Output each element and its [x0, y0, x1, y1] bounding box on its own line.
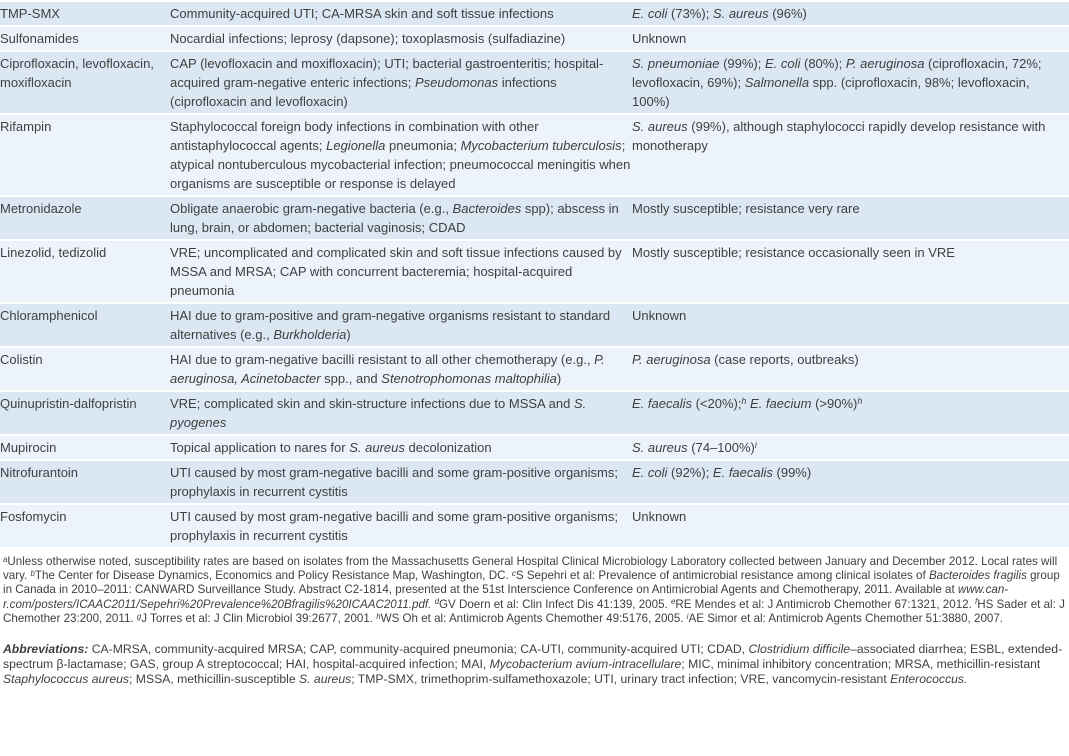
indications-cell: UTI caused by most gram-negative bacilli and some gram-positive organisms; prophylaxis in recurrent cystitis: [170, 460, 632, 504]
drug-cell: Rifampin: [0, 114, 170, 196]
susceptibility-cell: E. coli (73%); S. aureus (96%): [632, 2, 1069, 26]
styled-text: S. aureus: [632, 119, 688, 134]
table-row: [0, 26, 1069, 51]
table-row: [0, 2, 1069, 26]
footnote-marker: f: [975, 597, 978, 607]
drug-cell: Linezolid, tedizolid: [0, 240, 170, 303]
table-row: [0, 303, 1069, 347]
styled-text: Bacteroides: [452, 201, 522, 216]
table-row: [0, 114, 1069, 196]
susceptibility-cell: S. aureus (99%), although staphylococci rapidly develop resistance with monotherapy: [632, 114, 1069, 196]
footnote-marker: d: [434, 597, 439, 607]
abbreviations: Abbreviations: CA-MRSA, community-acquired MRSA; CAP, community-acquired pneumonia; CA-UTI, community-acquired UTI; CDAD, Clostridium difficile–associated diarrhea; ESBL, extended-spectrum β-lactamase; GAS, group A streptococcal; HAI, hospital-acquired infection; MAI, Mycobacterium avium-intracellulare; MIC, minimal inhibitory concentration; MRSA, methicillin-resistant Staphylococcus aureus; MSSA, methicillin-susceptible S. aureus; TMP-SMX, trimethoprim-sulfamethoxazole; UTI, urinary tract infection; VRE, vancomycin-resistant Enterococcus.: [3, 642, 1063, 687]
indications-cell: VRE; complicated skin and skin-structure infections due to MSSA and S. pyogenes: [170, 391, 632, 435]
footnote-marker: h: [376, 611, 381, 621]
susceptibility-cell: P. aeruginosa (case reports, outbreaks): [632, 347, 1069, 391]
drug-cell: Sulfonamides: [0, 26, 170, 51]
styled-text: Abbreviations:: [3, 642, 89, 657]
styled-text: P. aeruginosa: [845, 56, 925, 71]
table-row: [0, 460, 1069, 504]
styled-text: E. coli: [632, 6, 668, 21]
styled-text: S. aureus: [299, 672, 352, 687]
styled-text: E. coli: [764, 56, 801, 71]
styled-text: S. pneumoniae: [632, 56, 720, 71]
susceptibility-cell: Unknown: [632, 504, 1069, 548]
styled-text: P. aeruginosa, Acinetobacter: [170, 352, 605, 386]
table-body: [0, 2, 1069, 548]
table-row: [0, 240, 1069, 303]
styled-text: Mycobacterium tuberculosis: [460, 138, 622, 153]
drug-cell: Fosfomycin: [0, 504, 170, 548]
styled-text: Pseudomonas: [414, 75, 499, 90]
indications-cell: Nocardial infections; leprosy (dapsone); toxoplasmosis (sulfadiazine): [170, 26, 632, 51]
footnote-marker: i: [754, 440, 757, 451]
footnote-marker: h: [741, 396, 747, 407]
table-row: [0, 504, 1069, 548]
footnote-marker: c: [511, 568, 516, 578]
indications-cell: HAI due to gram-negative bacilli resistant to all other chemotherapy (e.g., P. aeruginosa, Acinetobacter spp., and Stenotrophomonas maltophilia): [170, 347, 632, 391]
indications-cell: Community-acquired UTI; CA-MRSA skin and soft tissue infections: [170, 2, 632, 26]
footnote-marker: i: [686, 611, 689, 621]
indications-cell: Obligate anaerobic gram-negative bacteria (e.g., Bacteroides spp); abscess in lung, brain, or abdomen; bacterial vaginosis; CDAD: [170, 196, 632, 240]
styled-text: S. aureus: [632, 440, 688, 455]
styled-text: Stenotrophomonas maltophilia: [381, 371, 557, 386]
table-row: [0, 391, 1069, 435]
susceptibility-cell: Unknown: [632, 26, 1069, 51]
indications-cell: VRE; uncomplicated and complicated skin and soft tissue infections caused by MSSA and MRSA; CAP with concurrent bacteremia; hospital-acquired pneumonia: [170, 240, 632, 303]
styled-text: Staphylococcus aureus: [3, 672, 130, 687]
styled-text: S. aureus: [349, 440, 405, 455]
styled-text: E. coli: [632, 465, 668, 480]
footnote-marker: b: [30, 568, 35, 578]
styled-text: P. aeruginosa: [632, 352, 711, 367]
footnote-marker: g: [136, 611, 142, 621]
antimicrobial-susceptibility-table: [0, 2, 1069, 549]
susceptibility-cell: E. faecalis (<20%);$^h$ E. faecium (>90%)$^h$: [632, 391, 1069, 435]
styled-text: Clostridium difficile: [748, 642, 851, 657]
drug-cell: Quinupristin-dalfopristin: [0, 391, 170, 435]
styled-text: S. pyogenes: [170, 396, 587, 430]
susceptibility-cell: S. aureus $(74-100\%)^i$: [632, 435, 1069, 460]
susceptibility-cell: S. pneumoniae (99%); E. coli (80%); P. aeruginosa (ciprofloxacin, 72%; levofloxacin, 69%); Salmonella spp. (ciprofloxacin, 98%; levofloxacin, 100%): [632, 51, 1069, 114]
styled-text: Salmonella: [744, 75, 810, 90]
drug-cell: Mupirocin: [0, 435, 170, 460]
drug-cell: Chloramphenicol: [0, 303, 170, 347]
footnote-marker: h: [857, 396, 863, 407]
footnote-marker: a: [3, 554, 8, 564]
styled-text: Bacteroides fragilis: [928, 569, 1027, 583]
indications-cell: UTI caused by most gram-negative bacilli and some gram-positive organisms; prophylaxis in recurrent cystitis: [170, 504, 632, 548]
footnote-marker: e: [670, 597, 676, 607]
styled-text: E. faecalis: [632, 396, 692, 411]
indications-cell: Topical application to nares for S. aureus decolonization: [170, 435, 632, 460]
footnotes: $^a$Unless otherwise noted, susceptibility rates are based on isolates from the Massachusetts General Hospital Clinical Microbiology Laboratory collected between January and December 2012. Local rates will vary. $^b$The Center for Disease Dynamics, Economics and Policy Resistance Map, Washington, DC. $^c$S Sepehri et al: Prevalence of antimicrobial resistance among clinical isolates of Bacteroides fragilis group in Canada in 2010–2011: CANWARD Surveillance Study. Abstract C2-1814, presented at the 51st Interscience Conference on Antimicrobial Agents and Chemotherapy, 2011. Available at www.can-r.com/posters/ICAAC2011/Sepehri%20Prevalence%20Bfragilis%20ICAAC2011.pdf. $^d$GV Doern et al: Clin Infect Dis 41:139, 2005. $^e$RE Mendes et al: J Antimicrob Chemother 67:1321, 2012. $^f$HS Sader et al: J Chemother 23:200, 2011. $^g$J Torres et al: J Clin Microbiol 39:2677, 2001. $^h$WS Oh et al: Antimicrob Agents Chemother 49:5176, 2005. $^i$AE Simor et al: Antimicrob Agents Chemother 51:3880, 2007.: [3, 554, 1065, 625]
table-row: [0, 51, 1069, 114]
indications-cell: CAP (levofloxacin and moxifloxacin); UTI; bacterial gastroenteritis; hospital-acquired gram-negative enteric infections; Pseudomonas infections (ciprofloxacin and levofloxacin): [170, 51, 632, 114]
styled-text: E. faecium: [750, 396, 812, 411]
styled-text: E. faecalis: [712, 465, 773, 480]
styled-text: Legionella: [326, 138, 386, 153]
indications-cell: HAI due to gram-positive and gram-negative organisms resistant to standard alternatives (e.g., Burkholderia): [170, 303, 632, 347]
styled-text: Mycobacterium avium-intracellulare: [489, 657, 682, 672]
susceptibility-cell: Mostly susceptible; resistance occasionally seen in VRE: [632, 240, 1069, 303]
drug-cell: TMP-SMX: [0, 2, 170, 26]
drug-cell: Metronidazole: [0, 196, 170, 240]
indications-cell: Staphylococcal foreign body infections in combination with other antistaphylococcal agents; Legionella pneumonia; Mycobacterium tuberculosis; atypical nontuberculous mycobacterial infection; pneumococcal meningitis when organisms are susceptible or response is delayed: [170, 114, 632, 196]
drug-cell: Colistin: [0, 347, 170, 391]
styled-text: Burkholderia: [273, 327, 347, 342]
styled-text: www.can-r.com/posters/ICAAC2011/Sepehri%20Prevalence%20Bfragilis%20ICAAC2011.pdf.: [3, 583, 1009, 611]
styled-text: S. aureus: [712, 6, 769, 21]
styled-text: Enterococcus.: [890, 672, 968, 687]
table-row: [0, 347, 1069, 391]
drug-cell: Nitrofurantoin: [0, 460, 170, 504]
susceptibility-cell: E. coli (92%); E. faecalis (99%): [632, 460, 1069, 504]
table-row: [0, 196, 1069, 240]
drug-cell: Ciprofloxacin, levofloxacin, moxifloxacin: [0, 51, 170, 114]
susceptibility-cell: Mostly susceptible; resistance very rare: [632, 196, 1069, 240]
table-row: [0, 435, 1069, 460]
susceptibility-cell: Unknown: [632, 303, 1069, 347]
